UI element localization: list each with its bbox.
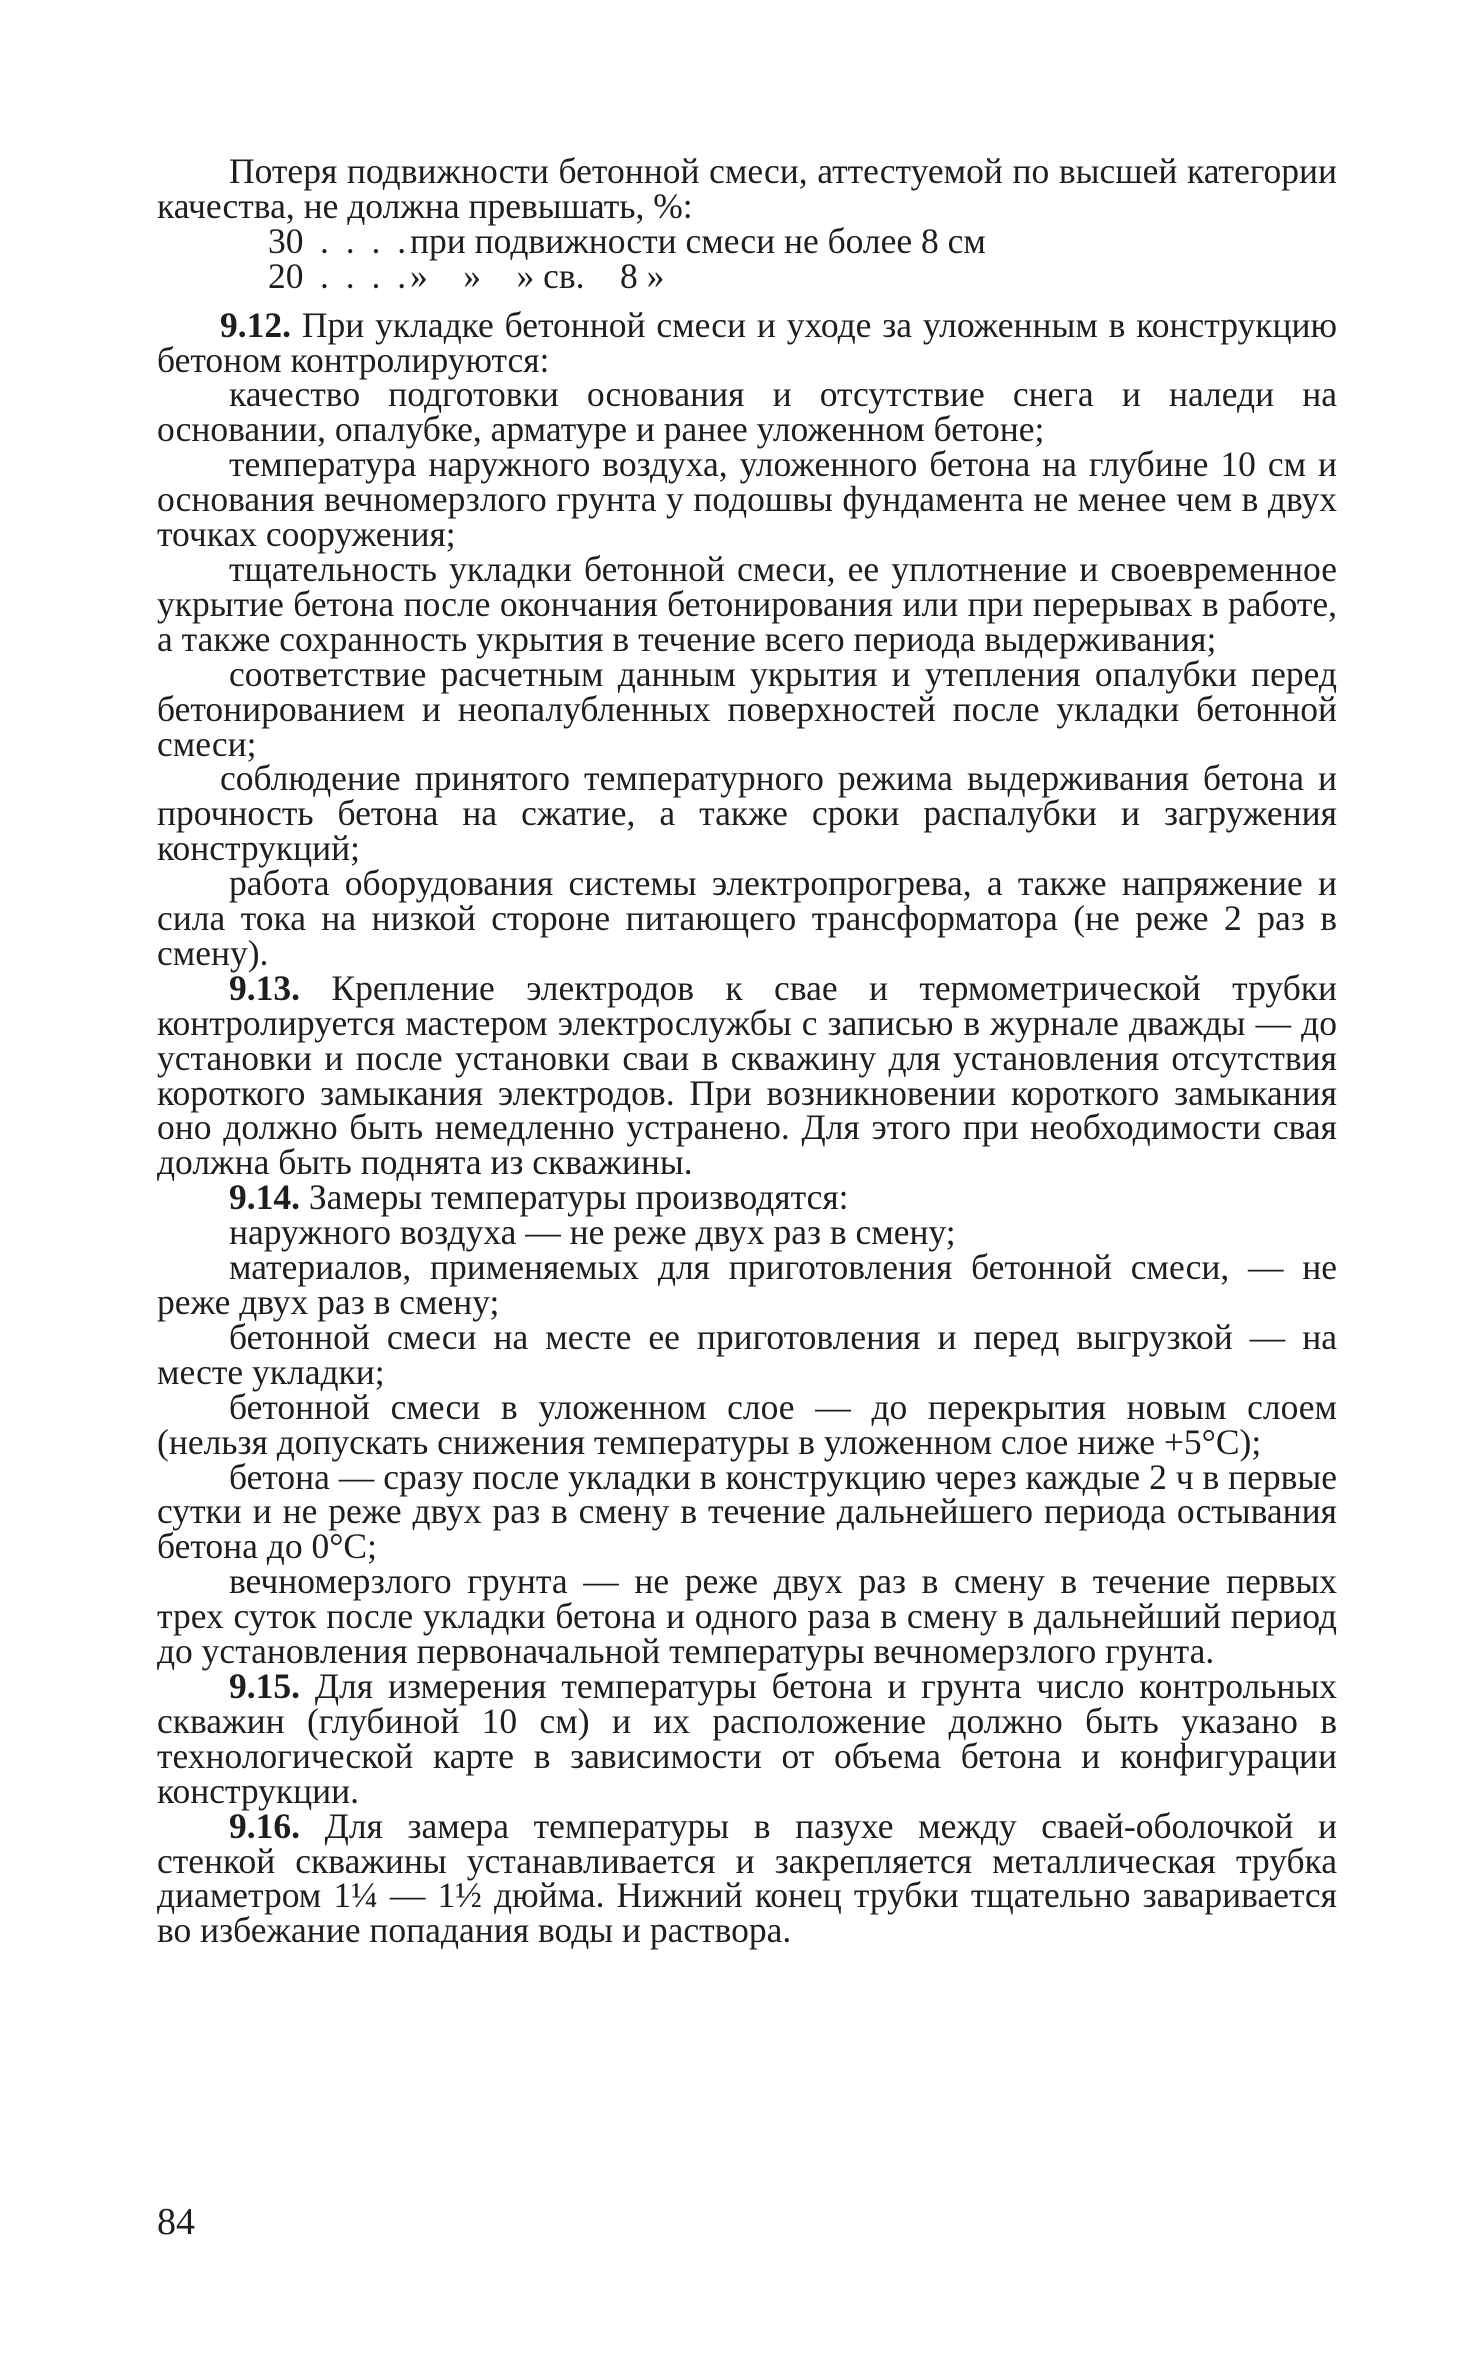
list-item: работа оборудования системы электропрогрева, а также напряжение и сила тока на низкой стороне питающего трансформатора (не реже 2 раз в смену).	[157, 863, 1337, 973]
table-value: 30	[268, 220, 304, 261]
intro-paragraph: Потеря подвижности бетонной смеси, аттестуемой по высшей категории качества, не должна превышать, %:	[157, 151, 1337, 226]
list-item: соответствие расчетным данным укрытия и утепления опалубки перед бетонированием и неопалубленных поверхностей после укладки бетонной смеси;	[157, 653, 1337, 764]
list-item: бетонной смеси в уложенном слое — до перекрытия новым слоем (нельзя допускать снижения температуры в уложенном слое ниже +5°С);	[157, 1386, 1337, 1462]
list-item: материалов, применяемых для приготовления бетонной смеси, — не реже двух раз в смену;	[157, 1247, 1337, 1322]
section-number: 9.12.	[220, 304, 291, 345]
list-item: качество подготовки основания и отсутствие снега и наледи на основании, опалубке, арматуре и ранее уложенном бетоне;	[157, 374, 1337, 450]
list-item: бетона — сразу после укладки в конструкцию через каждые 2 ч в первые сутки и не реже двух раз в смену в течение дальнейшего периода остывания бетона до 0°С;	[157, 1456, 1337, 1567]
table-text: при подвижности смеси не более 8 см	[410, 220, 986, 261]
section-text: При укладке бетонной смеси и уходе за уложенным в конструкцию бетоном контролируются:	[157, 304, 1337, 380]
page-body	[157, 151, 1337, 1951]
table-dots: . . . .	[320, 255, 411, 296]
section-text: Замеры температуры производятся:	[300, 1177, 849, 1218]
table-value: 20	[268, 255, 304, 296]
section-9-14	[157, 1177, 1337, 1218]
list-item: соблюдение принятого температурного режима выдерживания бетона и прочность бетона на сжатие, а также сроки распалубки и загружения конструкций;	[157, 758, 1337, 869]
section-text: Для замера температуры в пазухе между сваей-оболочкой и стенкой скважины устанавливается и закрепляется металлическая трубка диаметром 1¼ — 1½ дюйма. Нижний конец трубки тщательно заваривается во избежание попадания воды и раствора.	[157, 1805, 1337, 1951]
list-item: температура наружного воздуха, уложенного бетона на глубине 10 см и основания вечномерзлого грунта у подошвы фундамента не менее чем в двух точках сооружения;	[157, 444, 1337, 555]
section-text: Крепление электродов к свае и термометрической трубки контролируется мастером электрослужбы с записью в журнале дважды — до установки и после установки сваи в скважину для установления отсутствия короткого замыкания электродов. При возникновении короткого замыкания оно должно быть немедленно устранено. Для этого при необходимости свая должна быть поднята из скважины.	[157, 967, 1337, 1183]
list-item: наружного воздуха — не реже двух раз в смену;	[229, 1212, 956, 1253]
list-item: бетонной смеси на месте ее приготовления и перед выгрузкой — на месте укладки;	[157, 1316, 1337, 1392]
section-text: Для измерения температуры бетона и грунта число контрольных скважин (глубиной 10 см) и их расположение должно быть указано в технологической карте в зависимости от объема бетона и конфигурации конструкции.	[157, 1665, 1337, 1811]
table-row	[268, 220, 1337, 261]
section-9-16	[157, 1805, 1337, 1951]
page-number: 84	[157, 2201, 195, 2243]
section-number: 9.15.	[229, 1665, 300, 1706]
section-9-13	[157, 967, 1337, 1183]
section-number: 9.14.	[229, 1177, 300, 1218]
list-item: тщательность укладки бетонной смеси, ее уплотнение и своевременное укрытие бетона после окончания бетонирования или при перерывах в работе, а также сохранность укрытия в течение всего периода выдерживания;	[157, 548, 1337, 659]
section-number: 9.16.	[229, 1805, 300, 1846]
section-number: 9.13.	[229, 967, 300, 1008]
list-item: вечномерзлого грунта — не реже двух раз в смену в течение первых трех суток после укладки бетона и одного раза в смену в дальнейший период до установления первоначальной температуры вечномерзлого грунта.	[157, 1561, 1337, 1672]
table-row	[268, 255, 1337, 296]
table-text: » » » св. 8 »	[410, 255, 665, 296]
section-9-15	[157, 1665, 1337, 1811]
table-dots: . . . .	[320, 220, 411, 261]
section-9-12	[157, 304, 1337, 380]
